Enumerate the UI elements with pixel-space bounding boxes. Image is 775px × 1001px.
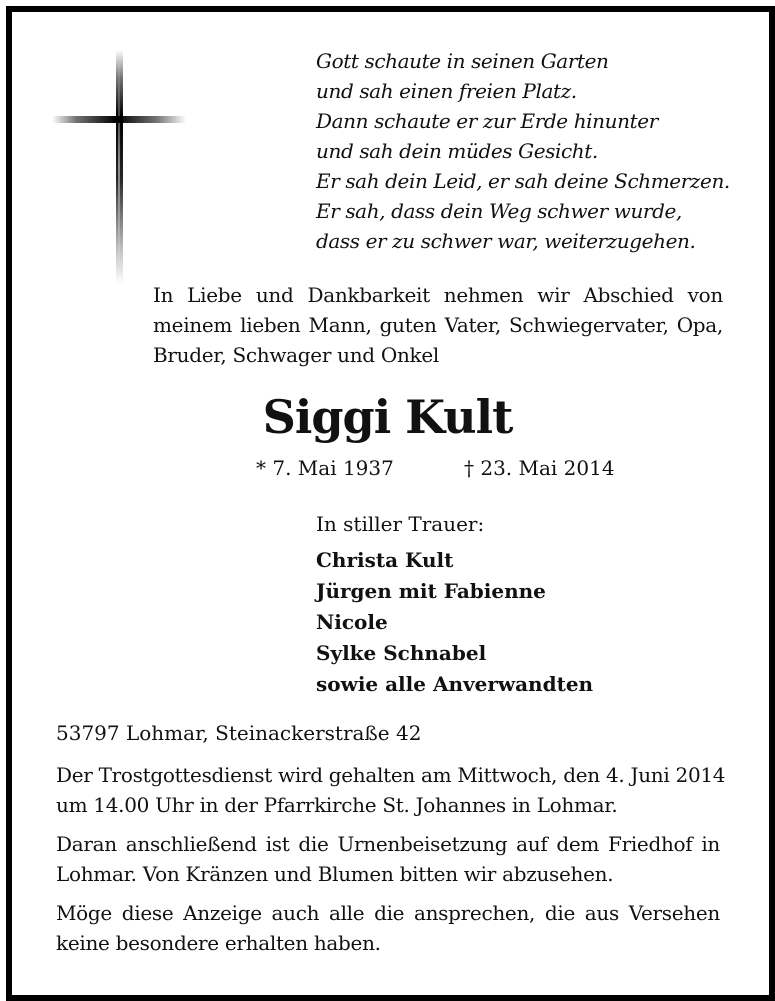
address: 53797 Lohmar, Steinackerstraße 42 bbox=[56, 721, 422, 745]
paragraph-line: keine besondere erhalten haben. bbox=[56, 931, 381, 955]
intro-line: meinem lieben Mann, guten Vater, Schwiegervater, Opa, bbox=[153, 313, 723, 337]
poem-line: Er sah, dass dein Weg schwer wurde, bbox=[316, 199, 682, 223]
notice-paragraph bbox=[56, 898, 720, 958]
poem-line: und sah einen freien Platz. bbox=[316, 79, 577, 103]
farewell-intro bbox=[153, 280, 723, 370]
paragraph-line: um 14.00 Uhr in der Pfarrkirche St. Johannes in Lohmar. bbox=[56, 793, 618, 817]
poem-line: und sah dein müdes Gesicht. bbox=[316, 139, 598, 163]
mourning-label: In stiller Trauer: bbox=[316, 512, 485, 536]
birth-date: * 7. Mai 1937 bbox=[256, 456, 394, 480]
paragraph-line: Der Trostgottesdienst wird gehalten am Mittwoch, den 4. Juni 2014 bbox=[56, 763, 726, 787]
mourner-name: Sylke Schnabel bbox=[316, 641, 487, 665]
mourner-name: Christa Kult bbox=[316, 548, 454, 572]
cross-vertical-beam bbox=[116, 50, 123, 284]
poem-line: Er sah dein Leid, er sah deine Schmerzen. bbox=[316, 169, 730, 193]
mourners-list bbox=[316, 545, 593, 700]
mourner-name: Nicole bbox=[316, 610, 388, 634]
death-date: † 23. Mai 2014 bbox=[464, 456, 615, 480]
intro-line: In Liebe und Dankbarkeit nehmen wir Abschied von bbox=[153, 283, 723, 307]
poem-line: Gott schaute in seinen Garten bbox=[316, 49, 609, 73]
poem-line: dass er zu schwer war, weiterzugehen. bbox=[316, 229, 696, 253]
paragraph-line: Daran anschließend ist die Urnenbeisetzung auf dem Friedhof in bbox=[56, 832, 720, 856]
cross-horizontal-beam bbox=[52, 116, 186, 123]
service-paragraph bbox=[56, 760, 726, 820]
mourner-name: sowie alle Anverwandten bbox=[316, 672, 594, 696]
paragraph-line: Lohmar. Von Kränzen und Blumen bitten wir abzusehen. bbox=[56, 862, 614, 886]
cross-icon bbox=[52, 50, 186, 284]
deceased-name: Siggi Kult bbox=[262, 390, 513, 444]
paragraph-line: Möge diese Anzeige auch alle die ansprechen, die aus Versehen bbox=[56, 901, 720, 925]
mourner-name: Jürgen mit Fabienne bbox=[316, 579, 546, 603]
burial-paragraph bbox=[56, 829, 720, 889]
poem bbox=[316, 46, 756, 256]
poem-line: Dann schaute er zur Erde hinunter bbox=[316, 109, 658, 133]
intro-line: Bruder, Schwager und Onkel bbox=[153, 343, 439, 367]
